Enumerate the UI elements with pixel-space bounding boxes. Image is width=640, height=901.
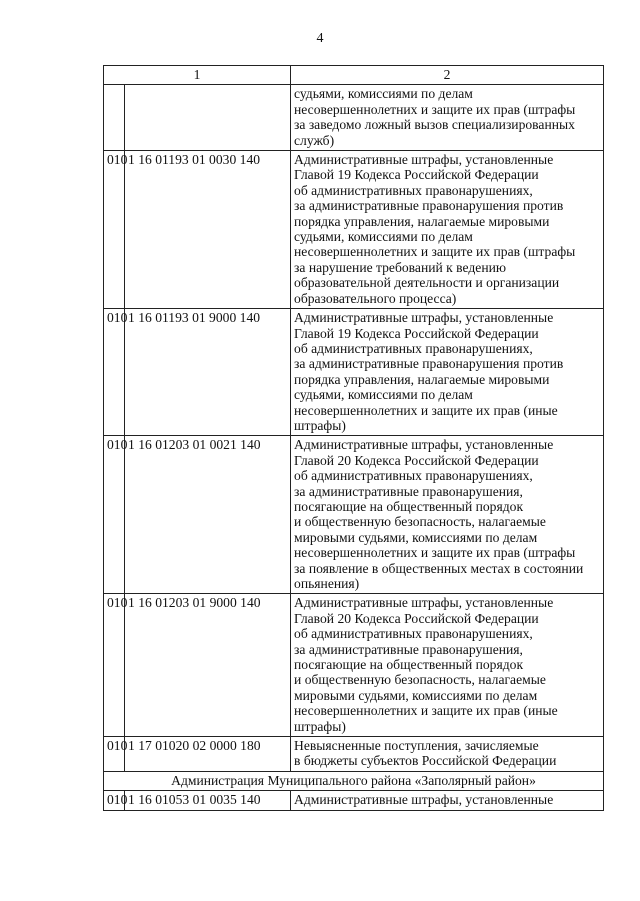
description-line: мировыми судьями, комиссиями по делам [294, 687, 538, 703]
description-line: служб) [294, 132, 335, 148]
table-row [104, 436, 604, 594]
description-line: несовершеннолетних и защите их прав (иные [294, 703, 558, 719]
description-line: несовершеннолетних и защите их прав (штрафы [294, 545, 576, 561]
table-row [104, 791, 604, 810]
table-row [104, 737, 604, 772]
description-line: судьями, комиссиями по делам [294, 387, 473, 403]
description-line: порядка управления, налагаемые мировыми [294, 371, 550, 387]
revenue-codes-table [103, 65, 604, 811]
revenue-code-cell: 1 16 01203 01 9000 140 [125, 594, 291, 737]
description-line: Административные штрафы, установленные [294, 310, 554, 326]
description-line: за административные правонарушения против [294, 356, 564, 372]
description-line: порядка управления, налагаемые мировыми [294, 213, 550, 229]
revenue-code-cell: 1 16 01193 01 0030 140 [125, 151, 291, 309]
description-line: штрафы) [294, 417, 346, 433]
revenue-code-cell: 1 17 01020 02 0000 180 [125, 737, 291, 772]
description-line: судьями, комиссиями по делам [294, 229, 473, 245]
description-cell [291, 737, 604, 772]
description-line: образовательного процесса) [294, 290, 457, 306]
description-line: Главой 19 Кодекса Российской Федерации [294, 325, 539, 341]
description-line: мировыми судьями, комиссиями по делам [294, 529, 538, 545]
header-col-1: 1 [104, 66, 291, 85]
revenue-code-cell: 1 16 01193 01 9000 140 [125, 309, 291, 436]
admin-code-cell: 010 [104, 436, 125, 594]
revenue-code-cell: 1 16 01053 01 0035 140 [125, 791, 291, 810]
description-line: об административных правонарушениях, [294, 340, 533, 356]
description-line: Невыясненные поступления, зачисляемые [294, 738, 539, 754]
admin-code-cell: 010 [104, 151, 125, 309]
description-line: за административные правонарушения против [294, 198, 564, 214]
description-cell [291, 594, 604, 737]
section-header-row [104, 771, 604, 790]
description-line: Административные штрафы, установленные [294, 792, 554, 808]
admin-cell-empty [104, 85, 125, 151]
revenue-code-cell: 1 16 01203 01 0021 140 [125, 436, 291, 594]
table-header-row [104, 66, 604, 85]
description-line: несовершеннолетних и защите их прав (штрафы [294, 101, 576, 117]
description-line: Главой 19 Кодекса Российской Федерации [294, 167, 539, 183]
description-line: за нарушение требований к ведению [294, 259, 507, 275]
description-line: Главой 20 Кодекса Российской Федерации [294, 452, 539, 468]
page-number: 4 [316, 31, 324, 46]
description-line: за административные правонарушения, [294, 641, 523, 657]
description-line: несовершеннолетних и защите их прав (штрафы [294, 244, 576, 260]
description-cell [291, 151, 604, 309]
description-line: Административные штрафы, установленные [294, 152, 554, 168]
description-line: судьями, комиссиями по делам [294, 86, 473, 102]
description-cell [291, 85, 604, 151]
description-line: образовательной деятельности и организации [294, 275, 560, 291]
description-line: посягающие на общественный порядок [294, 498, 524, 514]
description-line: Главой 20 Кодекса Российской Федерации [294, 610, 539, 626]
admin-code-cell: 010 [104, 309, 125, 436]
description-line: об административных правонарушениях, [294, 468, 533, 484]
description-line: Административные штрафы, установленные [294, 437, 554, 453]
description-line: об административных правонарушениях, [294, 626, 533, 642]
continuation-row [104, 85, 604, 151]
admin-code-cell: 010 [104, 791, 125, 810]
table-row [104, 151, 604, 309]
description-line: опьянения) [294, 576, 360, 591]
description-line: и общественную безопасность, налагаемые [294, 672, 546, 688]
description-cell [291, 791, 604, 810]
table-row [104, 309, 604, 436]
code-cell-empty [125, 85, 291, 151]
description-line: штрафы) [294, 718, 346, 734]
header-col-2: 2 [291, 66, 604, 85]
description-cell [291, 309, 604, 436]
description-line: Административные штрафы, установленные [294, 595, 554, 611]
description-line: за заведомо ложный вызов специализированных [294, 117, 575, 133]
description-cell [291, 436, 604, 594]
description-line: посягающие на общественный порядок [294, 657, 524, 673]
table-row [104, 594, 604, 737]
description-line: за появление в общественных местах в состоянии [294, 560, 584, 576]
description-line: об административных правонарушениях, [294, 182, 533, 198]
description-line: за административные правонарушения, [294, 483, 523, 499]
description-line: и общественную безопасность, налагаемые [294, 514, 546, 530]
admin-code-cell: 010 [104, 594, 125, 737]
description-line: несовершеннолетних и защите их прав (иные [294, 402, 558, 418]
section-title: Администрация Муниципального района «Заполярный район» [104, 771, 604, 790]
description-line: в бюджеты субъектов Российской Федерации [294, 753, 557, 769]
admin-code-cell: 010 [104, 737, 125, 772]
